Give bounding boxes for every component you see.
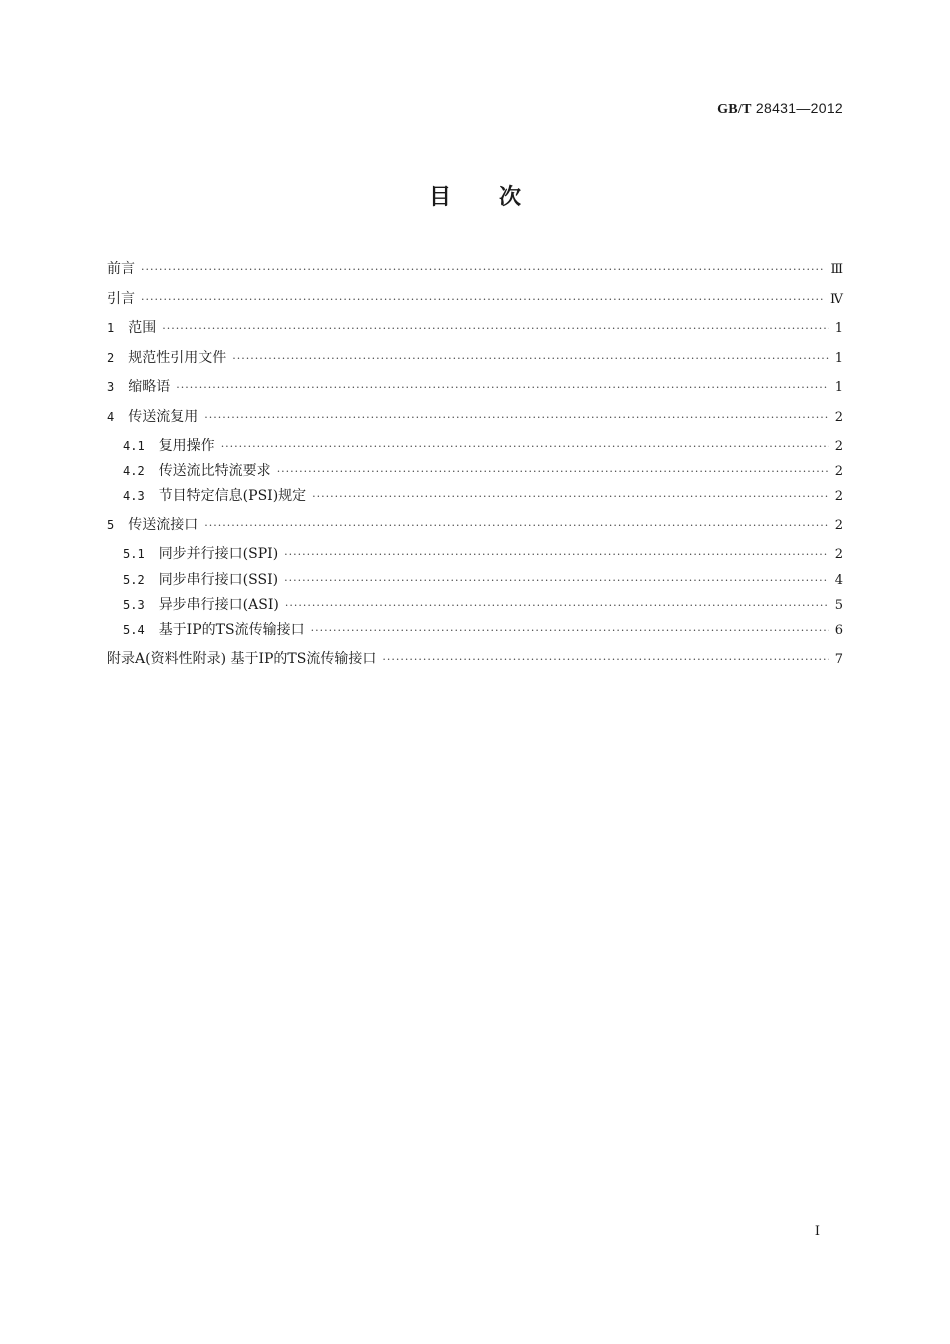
- title-right: 次: [499, 184, 522, 210]
- toc-label: 节目特定信息(PSI)规定: [158, 488, 307, 504]
- toc-leader: [285, 599, 829, 612]
- toc-label: 同步串行接口(SSI): [158, 572, 279, 588]
- standard-prefix: GB/T: [717, 102, 752, 117]
- toc-page: 2: [834, 518, 843, 533]
- toc-leader: [382, 653, 828, 666]
- toc-leader: [232, 352, 828, 365]
- toc-number: 5.2: [123, 573, 145, 587]
- toc-leader: [141, 293, 824, 306]
- toc-label: 同步并行接口(SPI): [158, 546, 279, 562]
- toc-entry-5-2[interactable]: [123, 569, 843, 589]
- toc-entry-5-3[interactable]: [123, 594, 843, 614]
- toc-leader: [162, 322, 828, 335]
- standard-number: 28431—2012: [755, 100, 843, 116]
- toc-number: 1: [107, 321, 115, 335]
- toc-number: 5.3: [123, 598, 145, 612]
- toc-entry-2[interactable]: [107, 347, 843, 367]
- toc-entry-4-2[interactable]: [123, 460, 843, 480]
- toc-number: 4: [107, 410, 115, 424]
- toc-leader: [204, 519, 828, 532]
- toc-label: 基于IP的TS流传输接口: [158, 622, 305, 638]
- toc-entry-annex-a[interactable]: [107, 648, 843, 668]
- toc-label: 传送流接口: [128, 517, 199, 533]
- toc-page: 2: [834, 489, 843, 504]
- toc-page: 1: [834, 380, 843, 395]
- toc-entry-5-1[interactable]: [123, 543, 843, 563]
- toc-page: 2: [834, 547, 843, 562]
- toc-label: 异步串行接口(ASI): [158, 597, 279, 613]
- toc-entry-4[interactable]: [107, 406, 843, 426]
- toc-leader: [284, 574, 829, 587]
- toc-leader: [311, 624, 829, 637]
- toc-entry-4-1[interactable]: [123, 435, 843, 455]
- toc-label: 引言: [107, 291, 135, 307]
- toc-number: 4.3: [123, 489, 145, 503]
- toc-label: 前言: [107, 261, 135, 277]
- toc-number: 4.1: [123, 439, 145, 453]
- toc-leader: [204, 411, 828, 424]
- toc-page: 1: [834, 321, 843, 336]
- toc-label: 缩略语: [128, 379, 171, 395]
- toc-page: Ⅲ: [830, 262, 843, 277]
- toc-entry-5-4[interactable]: [123, 619, 843, 639]
- toc-number: 5: [107, 518, 115, 532]
- toc-page: 2: [834, 464, 843, 479]
- toc-page: 2: [834, 410, 843, 425]
- standard-code: [717, 100, 843, 118]
- toc-label: 规范性引用文件: [128, 350, 227, 366]
- toc-page: 1: [834, 351, 843, 366]
- toc-entry-5[interactable]: [107, 514, 843, 534]
- toc-label: 复用操作: [158, 438, 215, 454]
- toc-label: 传送流比特流要求: [158, 463, 271, 479]
- toc-label: 附录A(资料性附录) 基于IP的TS流传输接口: [107, 651, 377, 667]
- toc-page: 2: [834, 439, 843, 454]
- toc-page: 5: [834, 598, 843, 613]
- toc-leader: [277, 465, 829, 478]
- toc-page: 7: [834, 652, 843, 667]
- toc-page: Ⅳ: [830, 292, 843, 307]
- toc-leader: [141, 263, 824, 276]
- title-left: 目: [428, 184, 451, 210]
- toc-leader: [221, 440, 829, 453]
- toc-page: 6: [834, 623, 843, 638]
- toc-leader: [284, 548, 829, 561]
- toc-number: 5.1: [123, 547, 145, 561]
- toc-entry-3[interactable]: [107, 376, 843, 396]
- toc-number: 3: [107, 380, 115, 394]
- toc-number: 5.4: [123, 623, 145, 637]
- page-title: [0, 180, 950, 211]
- toc-number: 2: [107, 351, 115, 365]
- toc-number: 4.2: [123, 464, 145, 478]
- toc-entry-introduction[interactable]: [107, 288, 843, 308]
- toc-entry-4-3[interactable]: [123, 485, 843, 505]
- toc-label: 范围: [128, 320, 157, 336]
- toc-label: 传送流复用: [128, 409, 199, 425]
- toc-entry-foreword[interactable]: [107, 258, 843, 278]
- toc-entry-1[interactable]: [107, 317, 843, 337]
- page-number: I: [814, 1224, 820, 1239]
- toc-page: 4: [834, 573, 843, 588]
- toc-leader: [312, 490, 829, 503]
- toc-leader: [176, 381, 828, 394]
